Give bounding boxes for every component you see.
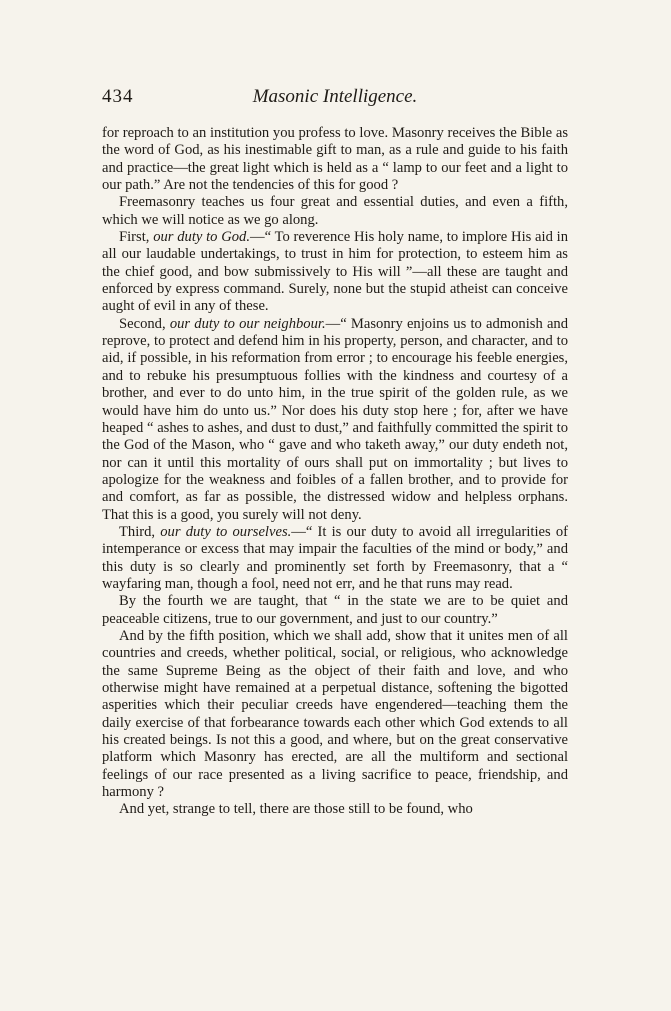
paragraph-text: —“ To reverence His holy name, to implore His aid in all our laudable undertakings, to trust in him for protection, to esteem him as the chief good, and bow submissively to His will ”—all these are taught and enforced by express command. Surely, none but the stupid atheist can conceive aught of evil in any of these.: [102, 229, 569, 315]
paragraph: [102, 125, 568, 194]
paragraph: [102, 229, 568, 316]
paragraph-text: And yet, strange to tell, there are those still to be found, who: [119, 801, 473, 818]
paragraph-text: By the fourth we are taught, that “ in the state we are to be quiet and peaceable citizens, true to our government, and just to our country.”: [102, 593, 568, 627]
running-title: Masonic Intelligence.: [252, 86, 418, 107]
paragraph-text: Freemasonry teaches us four great and essential duties, and even a fifth, which we will notice as we go along.: [102, 194, 568, 228]
italic-heading-text: our duty to our neighbour.: [169, 315, 326, 332]
paragraph-text: Third,: [119, 523, 161, 540]
italic-heading-text: our duty to God.: [153, 229, 251, 246]
paragraph: [102, 628, 568, 801]
paragraph: [102, 524, 568, 593]
paragraph: [102, 316, 568, 524]
paragraph-text: for reproach to an institution you profess to love. Masonry receives the Bible as the word of God, as his inestimable gift to man, as a rule and guide to his faith and practice—the great light which is held as a “ lamp to our feet and a light to our path.” Are not the tendencies of this for good ?: [102, 125, 568, 194]
paragraph-text: And by the fifth position, which we shall add, show that it unites men of all countries and creeds, whether political, social, or religious, who acknowledge the same Supreme Being as the object of their faith and love, and who otherwise might have remained at a perpetual distance, softening the bigotted asperities which their peculiar creeds have engendered—teaching them the daily exercise of that forbearance towards each other which God extends to all his created beings. Is not this a good, and where, but on the great conservative platform which Masonry has erected, are all the multiform and sectional feelings of our race presented as a living sacrifice to peace, friendship, and harmony ?: [102, 627, 568, 801]
paragraph-text: —“ It is our duty to avoid all irregularities of intemperance or excess that may impair the faculties of the mind or body,” and this duty is so clearly and prominently set forth by Freemasonry, that a “ wayfaring man, though a fool, need not err, and he that runs may read.: [102, 523, 568, 592]
paragraph-text: Second,: [119, 315, 170, 332]
paragraph: [102, 801, 568, 818]
paragraph: [102, 593, 568, 628]
paragraph-text: —“ Masonry enjoins us to admonish and reprove, to protect and defend him in his property, person, and character, and to aid, if possible, in his reformation from error ; to encourage his feeble energies, and to rebuke his presumptuous follies with the kindness and courtesy of a brother, and ever to do unto him, in the true spirit of the golden rule, as we would have him do unto us.” Nor does his duty stop here ; for, after we have heaped “ ashes to ashes, and dust to dust,” and faithfully committed the spirit to the God of the Mason, who “ gave and who taketh away,” our duty endeth not, nor can it until this mortality of ours shall put on immortality ; but lives to apologize for the weakness and foibles of a fallen brother, and to provide for and comfort, as far as possible, the distressed widow and helpless orphans. That this is a good, you surely will not deny.: [102, 315, 569, 523]
running-head: [102, 86, 568, 110]
page-number: 434: [102, 86, 134, 107]
paragraph: [102, 194, 568, 229]
paragraph-text: First,: [119, 229, 154, 246]
body-text: [102, 125, 568, 819]
italic-heading-text: our duty to ourselves.: [160, 523, 292, 540]
